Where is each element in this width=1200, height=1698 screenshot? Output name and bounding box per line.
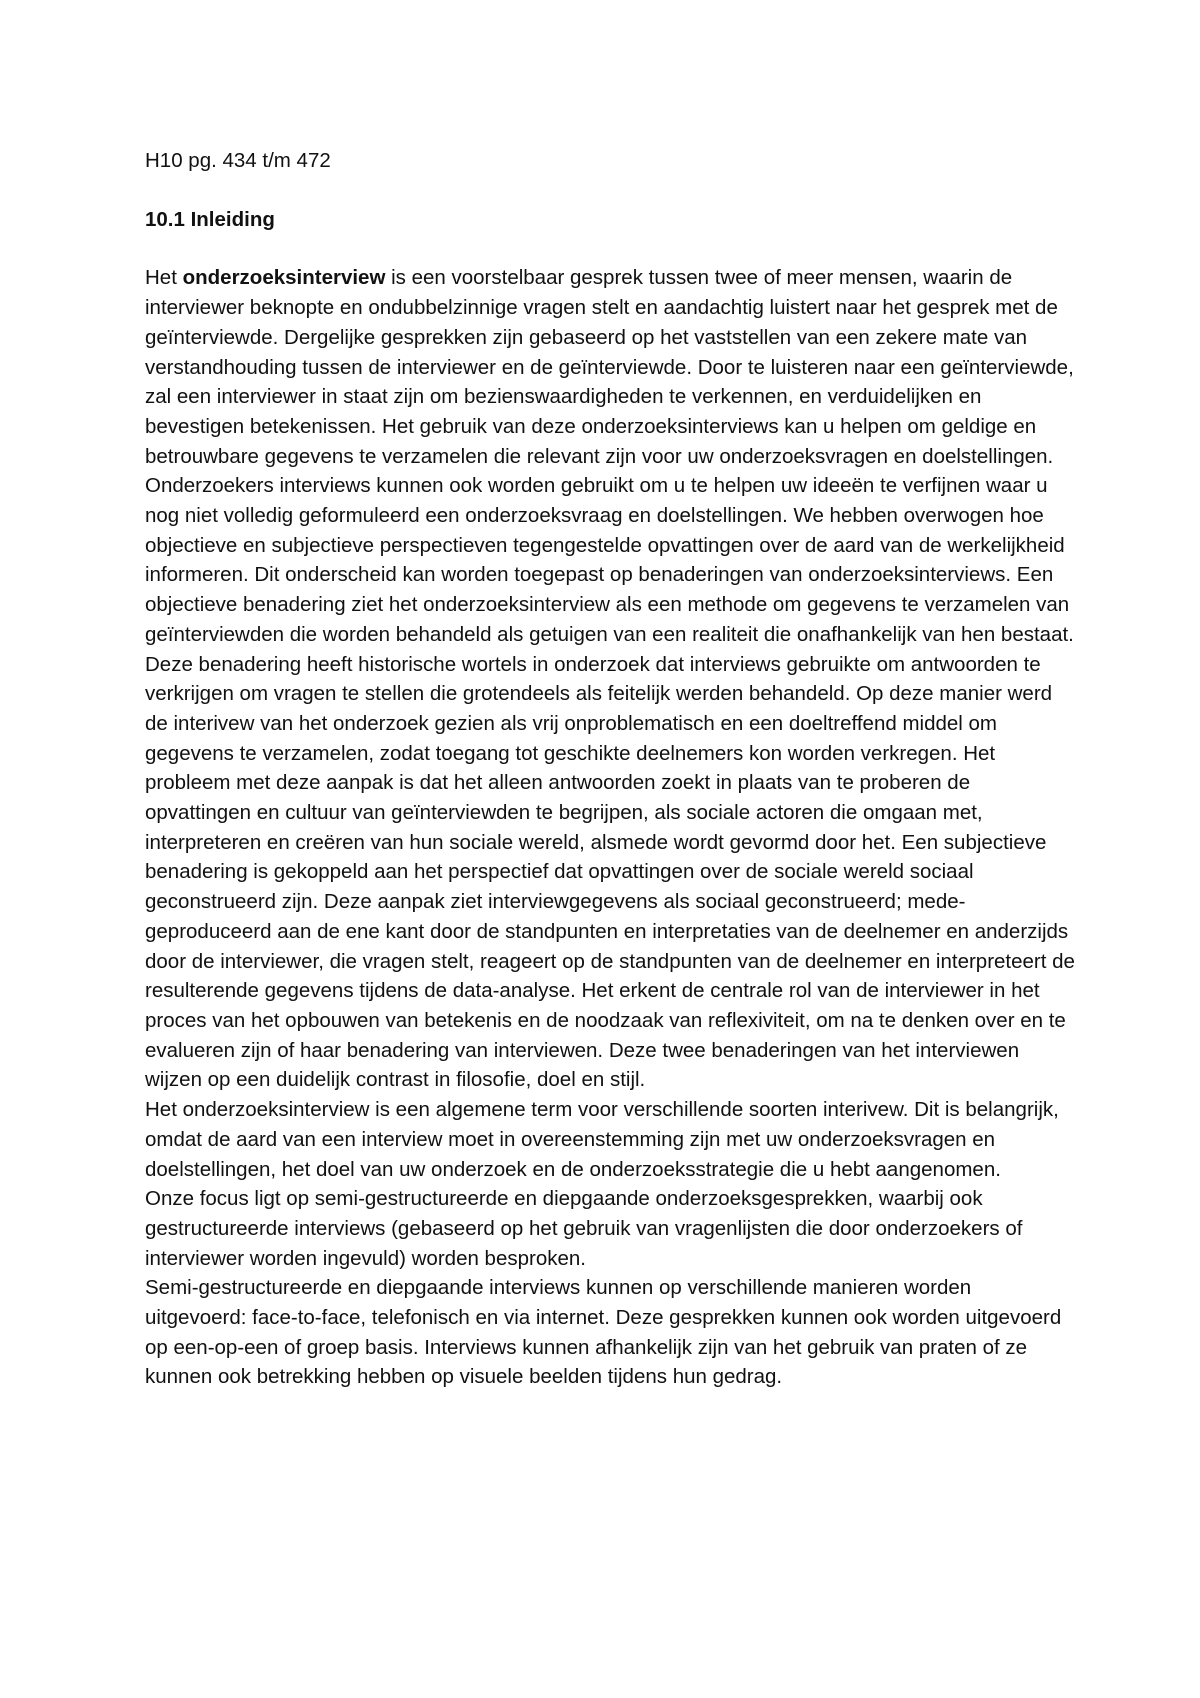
intro-prefix: Het <box>145 266 183 290</box>
paragraph: Het onderzoeksinterview is een algemene term voor verschillende soorten interivew. Dit is belangrijk, omdat de aard van een interview moet in overeenstemming zijn met uw onderzoeksvragen en doelstellingen, het doel van uw onderzoek en de onderzoeksstrategie die u hebt aangenomen. <box>145 1098 1059 1181</box>
intro-paragraph <box>145 263 1075 1095</box>
paragraph: Onze focus ligt op semi-gestructureerde en diepgaande onderzoeksgesprekken, waarbij ook gestructureerde interviews (gebaseerd op het gebruik van vragenlijsten die door onderzoekers of interviewer worden ingevuld) worden besproken. <box>145 1187 1023 1270</box>
section-heading: 10.1 Inleiding <box>145 207 275 231</box>
page-reference: H10 pg. 434 t/m 472 <box>145 149 331 172</box>
defined-term: onderzoeksinterview <box>182 266 386 290</box>
paragraph: Semi-gestructureerde en diepgaande interviews kunnen op verschillende manieren worden uitgevoerd: face-to-face, telefonisch en via internet. Deze gesprekken kunnen ook worden uitgevoerd op een-op-een of groep basis. Interviews kunnen afhankelijk zijn van het gebruik van praten of ze kunnen ook betrekking hebben op visuele beelden tijdens hun gedrag. <box>145 1276 1062 1389</box>
document-page <box>145 146 1075 1392</box>
intro-text: is een voorstelbaar gesprek tussen twee of meer mensen, waarin de interviewer beknopte en ondubbelzinnige vragen stelt en aandachtig luistert naar het gesprek met de geïnterviewde. Dergelijke gesprekken zijn gebaseerd op het vaststellen van een zekere mate van verstandhouding tussen de interviewer en de geïnterviewde. Door te luisteren naar een geïnterviewde, zal een interviewer in staat zijn om bezienswaardigheden te verkennen, en verduidelijken en bevestigen betekenissen. Het gebruik van deze onderzoeksinterviews kan u helpen om geldige en betrouwbare gegevens te verzamelen die relevant zijn voor uw onderzoeksvragen en doelstellingen. Onderzoekers interviews kunnen ook worden gebruikt om u te helpen uw ideeën te verfijnen waar u nog niet volledig geformuleerd een onderzoeksvraag en doelstellingen. We hebben overwogen hoe objectieve en subjectieve perspectieven tegengestelde opvattingen over de aard van de werkelijkheid informeren. Dit onderscheid kan worden toegepast op benaderingen van onderzoeksinterviews. Een objectieve benadering ziet het onderzoeksinterview als een methode om gegevens te verzamelen van geïnterviewden die worden behandeld als getuigen van een realiteit die onafhankelijk van hen bestaat. Deze benadering heeft historische wortels in onderzoek dat interviews gebruikte om antwoorden te verkrijgen om vragen te stellen die grotendeels als feitelijk werden behandeld. Op deze manier werd de interivew van het onderzoek gezien als vrij onproblematisch en een doeltreffend middel om gegevens te verzamelen, zodat toegang tot geschikte deelnemers kon worden verkregen. Het probleem met deze aanpak is dat het alleen antwoorden zoekt in plaats van te proberen de opvattingen en cultuur van geïnterviewden te begrijpen, als sociale actoren die omgaan met, interpreteren en creëren van hun sociale wereld, alsmede wordt gevormd door het. Een subjectieve benadering is gekoppeld aan het perspectief dat opvattingen over de sociale wereld sociaal geconstrueerd zijn. Deze aanpak ziet interviewgegevens als sociaal geconstrueerd; mede-geproduceerd aan de ene kant door de standpunten en interpretaties van de deelnemer en anderzijds door de interviewer, die vragen stelt, reageert op de standpunten van de deelnemer en interpreteert de resulterende gegevens tijdens de data-analyse. Het erkent de centrale rol van de interviewer in het proces van het opbouwen van betekenis en de noodzaak van reflexiviteit, om na te denken over en te evalueren zijn of haar benadering van interviewen. Deze twee benaderingen van het interviewen wijzen op een duidelijk contrast in filosofie, doel en stijl. <box>145 266 1075 1092</box>
